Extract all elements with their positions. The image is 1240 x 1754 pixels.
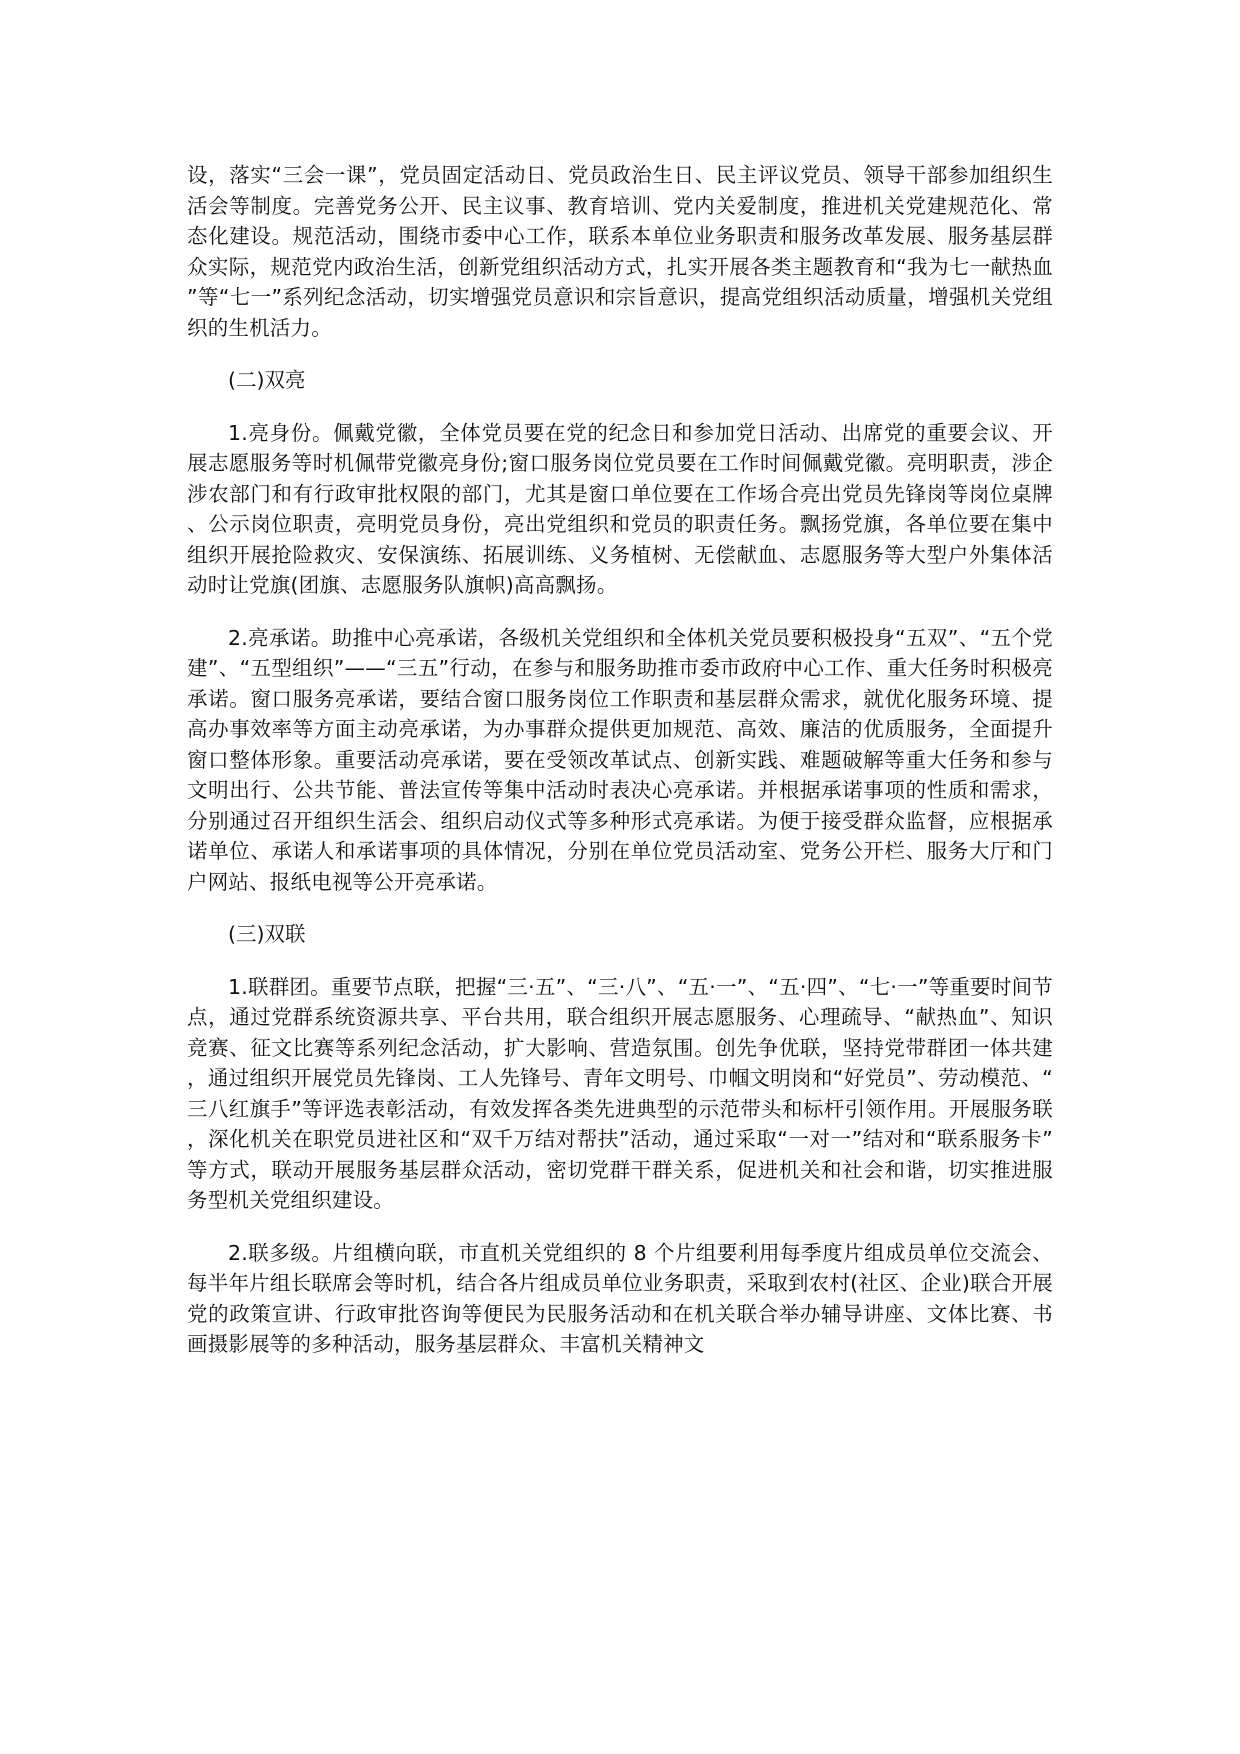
document-body xyxy=(187,160,1053,1382)
paragraph-lian-duoji: 2.联多级。片组横向联，市直机关党组织的 8 个片组要利用每季度片组成员单位交流会、每半年片组长联席会等时机，结合各片组成员单位业务职责，采取到农村(社区、企业)联合开展党的政策宣讲、行政审批咨询等便民为民服务活动和在机关联合举办辅导讲座、文体比赛、书画摄影展等的多种活动，服务基层群众、丰富机关精神文 xyxy=(187,1240,1053,1356)
section-heading-shuanglian: (三)双联 xyxy=(228,922,306,946)
paragraph-party-activities: 设，落实“三会一课”，党员固定活动日、党员政治生日、民主评议党员、领导干部参加组织生活会等制度。完善党务公开、民主议事、教育培训、党内关爱制度，推进机关党建规范化、常态化建设。规范活动，围绕市委中心工作，联系本单位业务职责和服务改革发展、服务基层群众实际，规范党内政治生活，创新党组织活动方式，扎实开展各类主题教育和“我为七一献热血”等“七一”系列纪念活动，切实增强党员意识和宗旨意识，提高党组织活动质量，增强机关党组织的生机活力。 xyxy=(187,163,1053,340)
section-heading-shuangliang: (二)双亮 xyxy=(228,368,306,392)
paragraph-liang-shenfen: 1.亮身份。佩戴党徽，全体党员要在党的纪念日和参加党日活动、出席党的重要会议、开展志愿服务等时机佩带党徽亮身份;窗口服务岗位党员要在工作时间佩戴党徽。亮明职责，涉企涉农部门和有行政审批权限的部门，尤其是窗口单位要在工作场合亮出党员先锋岗等岗位桌牌、公示岗位职责，亮明党员身份，亮出党组织和党员的职责任务。飘扬党旗，各单位要在集中组织开展抢险救灾、安保演练、拓展训练、义务植树、无偿献血、志愿服务等大型户外集体活动时让党旗(团旗、志愿服务队旗帜)高高飘扬。 xyxy=(187,420,1053,597)
paragraph-lian-quntuan: 1.联群团。重要节点联，把握“三·五”、“三·八”、“五·一”、“五·四”、“七·一”等重要时间节点，通过党群系统资源共享、平台共用，联合组织开展志愿服务、心理疏导、“献热血”、知识竞赛、征文比赛等系列纪念活动，扩大影响、营造氛围。创先争优联，坚持党带群团一体共建，通过组织开展党员先锋岗、工人先锋号、青年文明号、巾帼文明岗和“好党员”、劳动模范、“三八红旗手”等评选表彰活动，有效发挥各类先进典型的示范带头和标杆引领作用。开展服务联，深化机关在职党员进社区和“双千万结对帮扶”活动，通过采取“一对一”结对和“联系服务卡”等方式，联动开展服务基层群众活动，密切党群干群关系，促进机关和社会和谐，切实推进服务型机关党组织建设。 xyxy=(187,974,1053,1212)
paragraph-liang-chengnuo: 2.亮承诺。助推中心亮承诺，各级机关党组织和全体机关党员要积极投身“五双”、“五个党建”、“五型组织”——“三五”行动，在参与和服务助推市委市政府中心工作、重大任务时积极亮承诺。窗口服务亮承诺，要结合窗口服务岗位工作职责和基层群众需求，就优化服务环境、提高办事效率等方面主动亮承诺，为办事群众提供更加规范、高效、廉洁的优质服务，全面提升窗口整体形象。重要活动亮承诺，要在受领改革试点、创新实践、难题破解等重大任务和参与文明出行、公共节能、普法宣传等集中活动时表决心亮承诺。并根据承诺事项的性质和需求，分别通过召开组织生活会、组织启动仪式等多种形式亮承诺。为便于接受群众监督，应根据承诺单位、承诺人和承诺事项的具体情况，分别在单位党员活动室、党务公开栏、服务大厅和门户网站、报纸电视等公开亮承诺。 xyxy=(187,625,1053,894)
